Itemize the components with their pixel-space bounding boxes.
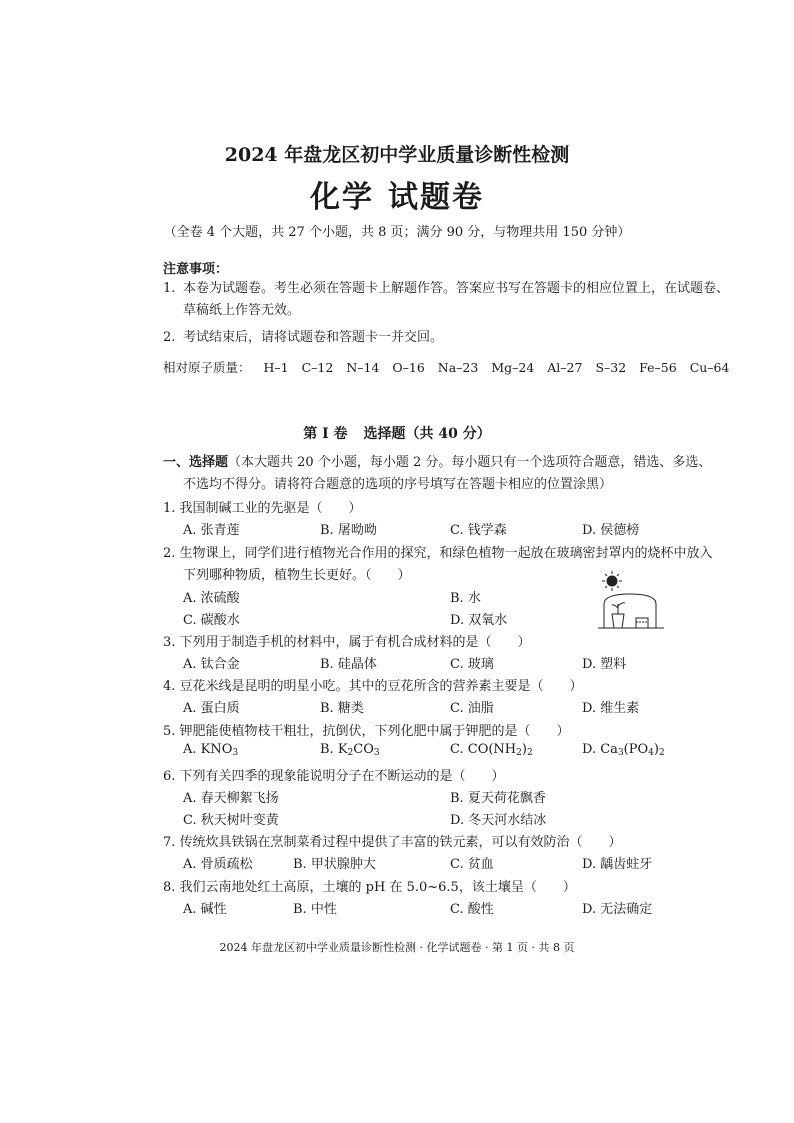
- question-2-option-c: C. 碳酸水: [183, 613, 240, 628]
- atomic-masses: [163, 358, 729, 376]
- question-4-option-d: D. 维生素: [582, 701, 640, 716]
- section-part: 第 I 卷: [303, 426, 348, 442]
- question-8-option-d: D. 无法确定: [582, 902, 653, 917]
- question-4-option-c: C. 油脂: [450, 701, 494, 716]
- question-2-stem: 2. 生物课上，同学们进行植物光合作用的探究，和绿色植物一起放在玻璃密封罩内的烧杯中放入: [163, 546, 713, 561]
- question-1-option-c: C. 钱学森: [450, 523, 507, 538]
- question-2-option-d: D. 双氧水: [450, 613, 508, 628]
- question-5-option-d: D. $Ca_3(PO_4)_2$: [582, 742, 665, 758]
- notice-item-2: [163, 327, 443, 349]
- option-letter: B.: [320, 742, 338, 757]
- option-letter: D.: [582, 742, 601, 757]
- question-4-stem: 4. 豆花米线是昆明的明星小吃。其中的豆花所含的营养素主要是（ ）: [163, 679, 583, 694]
- notice-item-text: 考试结束后，请将试题卷和答题卡一并交回。: [183, 330, 444, 345]
- question-4-option-b: B. 糖类: [320, 701, 364, 716]
- section-intro-continuation: 不选均不得分。请将符合题意的选项的序号填写在答题卡相应的位置涂黑）: [183, 477, 613, 492]
- section-intro-heading: 一、选择题: [163, 455, 229, 470]
- question-8-option-a: A. 碱性: [183, 902, 227, 917]
- notice-item-text: 本卷为试题卷。考生必须在答题卡上解题作答。答案应书写在答题卡的相应位置上，在试题卷、: [183, 281, 730, 296]
- atomic-mass: Cu–64: [689, 360, 730, 375]
- notice-item-number: 2.: [163, 330, 176, 345]
- question-2-option-b: B. 水: [450, 591, 481, 606]
- atomic-mass: O–16: [392, 360, 425, 375]
- notice-item-continuation: 草稿纸上作答无效。: [183, 303, 301, 318]
- question-3-option-a: A. 钛合金: [183, 657, 240, 672]
- sun-and-glass-bell-jar-with-plant-icon: [594, 570, 670, 630]
- notice-item-number: 1.: [163, 281, 176, 296]
- atomic-mass: S–32: [595, 360, 627, 375]
- question-7-option-a: A. 骨质疏松: [183, 857, 253, 872]
- option-letter: A.: [183, 742, 201, 757]
- question-7-option-b: B. 甲状腺肿大: [293, 857, 376, 872]
- atomic-mass: N–14: [346, 360, 380, 375]
- atomic-mass: H–1: [263, 360, 289, 375]
- question-5-option-b: B. $K_2CO_3$: [320, 742, 380, 758]
- question-5-option-c: C. $CO(NH_2)_2$: [450, 742, 533, 758]
- question-2-stem-continuation: 下列哪种物质，植物生长更好。（ ）: [183, 568, 411, 583]
- atomic-mass: C–12: [301, 360, 334, 375]
- section-title: [0, 423, 794, 443]
- question-1-option-d: D. 侯德榜: [582, 523, 640, 538]
- question-8-option-b: B. 中性: [293, 902, 337, 917]
- option-letter: C.: [450, 742, 468, 757]
- question-4-option-a: A. 蛋白质: [183, 701, 240, 716]
- question-3-option-c: C. 玻璃: [450, 657, 494, 672]
- page-footer: 2024 年盘龙区初中学业质量诊断性检测 · 化学试题卷 · 第 1 页 · 共 8 页: [219, 941, 575, 954]
- atomic-mass: Na–23: [437, 360, 479, 375]
- exam-title: 2024 年盘龙区初中学业质量诊断性检测: [224, 144, 570, 166]
- question-5-stem: 5. 钾肥能使植物枝干粗壮，抗倒伏，下列化肥中属于钾肥的是（ ）: [163, 724, 570, 739]
- question-7-option-c: C. 贫血: [450, 857, 494, 872]
- section-intro-text: （本大题共 20 个小题，每小题 2 分。每小题只有一个选项符合题意，错选、多选、: [228, 455, 712, 470]
- question-8-stem: 8. 我们云南地处红土高原，土壤的 pH 在 5.0~6.5，该土壤呈（ ）: [163, 880, 576, 895]
- atomic-mass: Fe–56: [639, 360, 677, 375]
- question-1-option-a: A. 张青莲: [183, 523, 240, 538]
- question-3-option-b: B. 硅晶体: [320, 657, 377, 672]
- question-6-option-b: B. 夏天荷花飘香: [450, 791, 546, 806]
- question-6-stem: 6. 下列有关四季的现象能说明分子在不断运动的是（ ）: [163, 769, 505, 784]
- question-7-option-d: D. 龋齿蛀牙: [582, 857, 653, 872]
- subject-name: 化学: [310, 180, 374, 215]
- atomic-masses-label: 相对原子质量：: [163, 360, 251, 375]
- question-5-option-a: A. $KNO_3$: [183, 742, 239, 758]
- question-2-option-a: A. 浓硫酸: [183, 591, 240, 606]
- question-1-option-b: B. 屠呦呦: [320, 523, 377, 538]
- exam-info: （全卷 4 个大题，共 27 个小题，共 8 页；满分 90 分，与物理共用 150 分钟）: [163, 225, 631, 240]
- section-name: 选择题（共 40 分）: [363, 426, 491, 442]
- atomic-mass: Mg–24: [491, 360, 535, 375]
- question-3-option-d: D. 塑料: [582, 657, 627, 672]
- question-1-stem: 1. 我国制碱工业的先驱是（ ）: [163, 501, 362, 516]
- subject-title: [0, 172, 794, 216]
- section-intro: [163, 452, 711, 496]
- notice-item-1: [163, 278, 729, 322]
- question-8-option-c: C. 酸性: [450, 902, 494, 917]
- question-7-stem: 7. 传统炊具铁锅在烹制菜肴过程中提供了丰富的铁元素，可以有效防治（ ）: [163, 835, 622, 850]
- question-6-option-c: C. 秋天树叶变黄: [183, 813, 279, 828]
- notice-heading: 注意事项：: [163, 262, 229, 277]
- atomic-mass: Al–27: [547, 360, 583, 375]
- question-3-stem: 3. 下列用于制造手机的材料中，属于有机合成材料的是（ ）: [163, 635, 531, 650]
- paper-type: 试题卷: [388, 180, 484, 215]
- question-6-option-d: D. 冬天河水结冰: [450, 813, 547, 828]
- question-6-option-a: A. 春天柳絮飞扬: [183, 791, 279, 806]
